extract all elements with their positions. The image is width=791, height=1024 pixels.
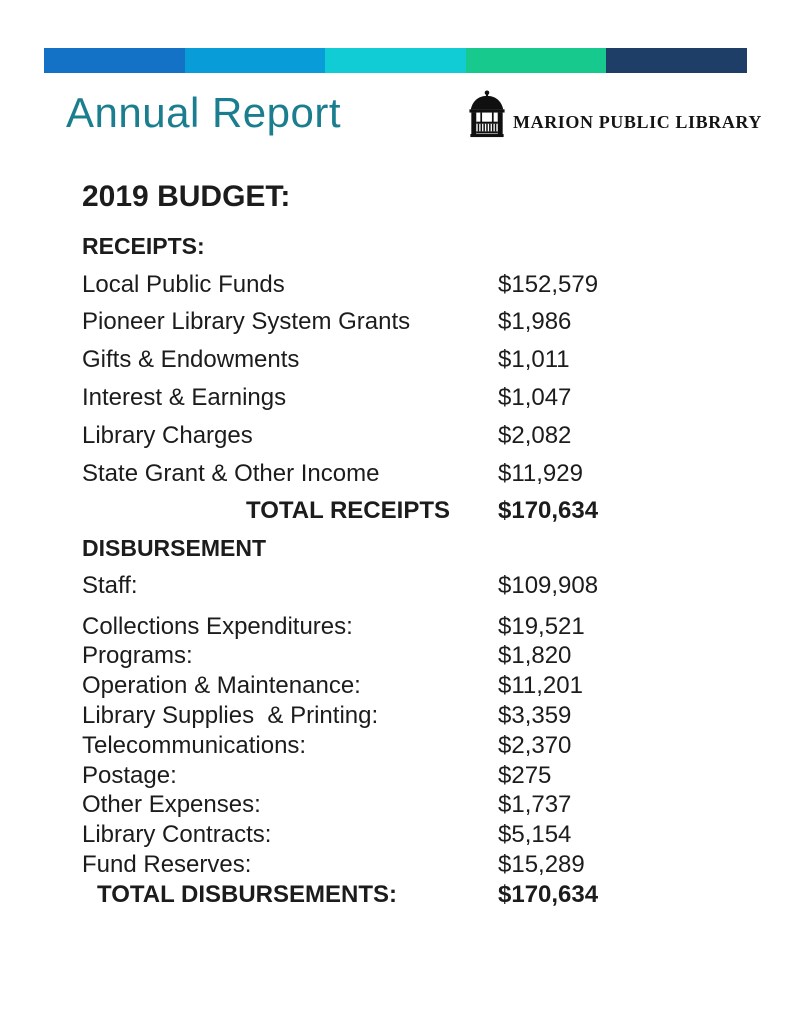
total-disbursements-label: TOTAL DISBURSEMENTS: (96, 880, 397, 908)
row-value: $1,011 (498, 346, 570, 374)
row-label: Local Public Funds (82, 270, 285, 298)
library-name: MARION PUBLIC LIBRARY (513, 112, 762, 132)
row-value: $1,737 (498, 791, 572, 819)
accent-bar-segment-azure (185, 48, 326, 73)
budget-row (82, 572, 702, 601)
row-value: $1,047 (498, 383, 572, 411)
row-label: Pioneer Library System Grants (82, 308, 411, 336)
budget-row (82, 791, 702, 820)
row-label: Interest & Earnings (82, 383, 287, 411)
total-disbursements-row (82, 881, 702, 910)
total-receipts-row (82, 497, 702, 526)
row-label: Operation & Maintenance: (82, 672, 361, 700)
budget-row (82, 384, 702, 413)
budget-row (82, 271, 702, 300)
total-disbursements-value: $170,634 (498, 880, 599, 908)
row-value: $11,929 (498, 459, 583, 487)
budget-row (82, 460, 702, 489)
row-value: $3,359 (498, 701, 572, 729)
budget-row (82, 672, 702, 701)
row-value: $2,370 (498, 731, 572, 759)
budget-row (82, 732, 702, 761)
row-value: $5,154 (498, 821, 572, 849)
accent-bar-segment-navy (606, 48, 747, 73)
row-value: $11,201 (498, 672, 583, 700)
row-value: $15,289 (498, 850, 585, 878)
library-logo (468, 89, 762, 138)
budget-row (82, 821, 702, 850)
budget-row (82, 422, 702, 451)
top-accent-bar (44, 48, 747, 73)
row-value: $1,820 (498, 642, 572, 670)
row-label: Collections Expenditures: (82, 612, 353, 640)
row-value: $19,521 (498, 612, 585, 640)
gazebo-icon (468, 89, 506, 138)
row-label: Programs: (82, 642, 193, 670)
row-label: Gifts & Endowments (82, 346, 300, 374)
total-receipts-label: TOTAL RECEIPTS (245, 497, 450, 525)
budget-heading: 2019 BUDGET: (82, 180, 291, 213)
row-value: $1,986 (498, 308, 572, 336)
row-label: Other Expenses: (82, 791, 261, 819)
budget-row (82, 613, 702, 642)
row-label: Telecommunications: (82, 731, 307, 759)
row-label: Postage: (82, 761, 177, 789)
row-value: $2,082 (498, 421, 572, 449)
row-label: Library Contracts: (82, 821, 272, 849)
disbursement-heading: DISBURSEMENT (82, 535, 267, 562)
row-label: Library Supplies & Printing: (82, 701, 379, 729)
disbursement-rows (82, 572, 702, 880)
row-label: Staff: (82, 571, 138, 599)
budget-row (82, 308, 702, 337)
budget-row (82, 762, 702, 791)
accent-bar-segment-green (466, 48, 607, 73)
budget-section (82, 182, 702, 910)
row-value: $109,908 (498, 571, 599, 599)
row-label: Library Charges (82, 421, 253, 449)
accent-bar-segment-blue (44, 48, 185, 73)
receipts-rows (82, 271, 702, 489)
budget-row (82, 702, 702, 731)
total-receipts-value: $170,634 (498, 497, 599, 525)
budget-row (82, 346, 702, 375)
accent-bar-segment-turquoise (325, 48, 466, 73)
budget-row (82, 851, 702, 880)
row-value: $275 (498, 761, 552, 789)
row-label: State Grant & Other Income (82, 459, 380, 487)
row-label: Fund Reserves: (82, 850, 252, 878)
page-title: Annual Report (66, 89, 342, 136)
budget-row (82, 642, 702, 671)
row-value: $152,579 (498, 270, 599, 298)
receipts-heading: RECEIPTS: (82, 233, 205, 259)
